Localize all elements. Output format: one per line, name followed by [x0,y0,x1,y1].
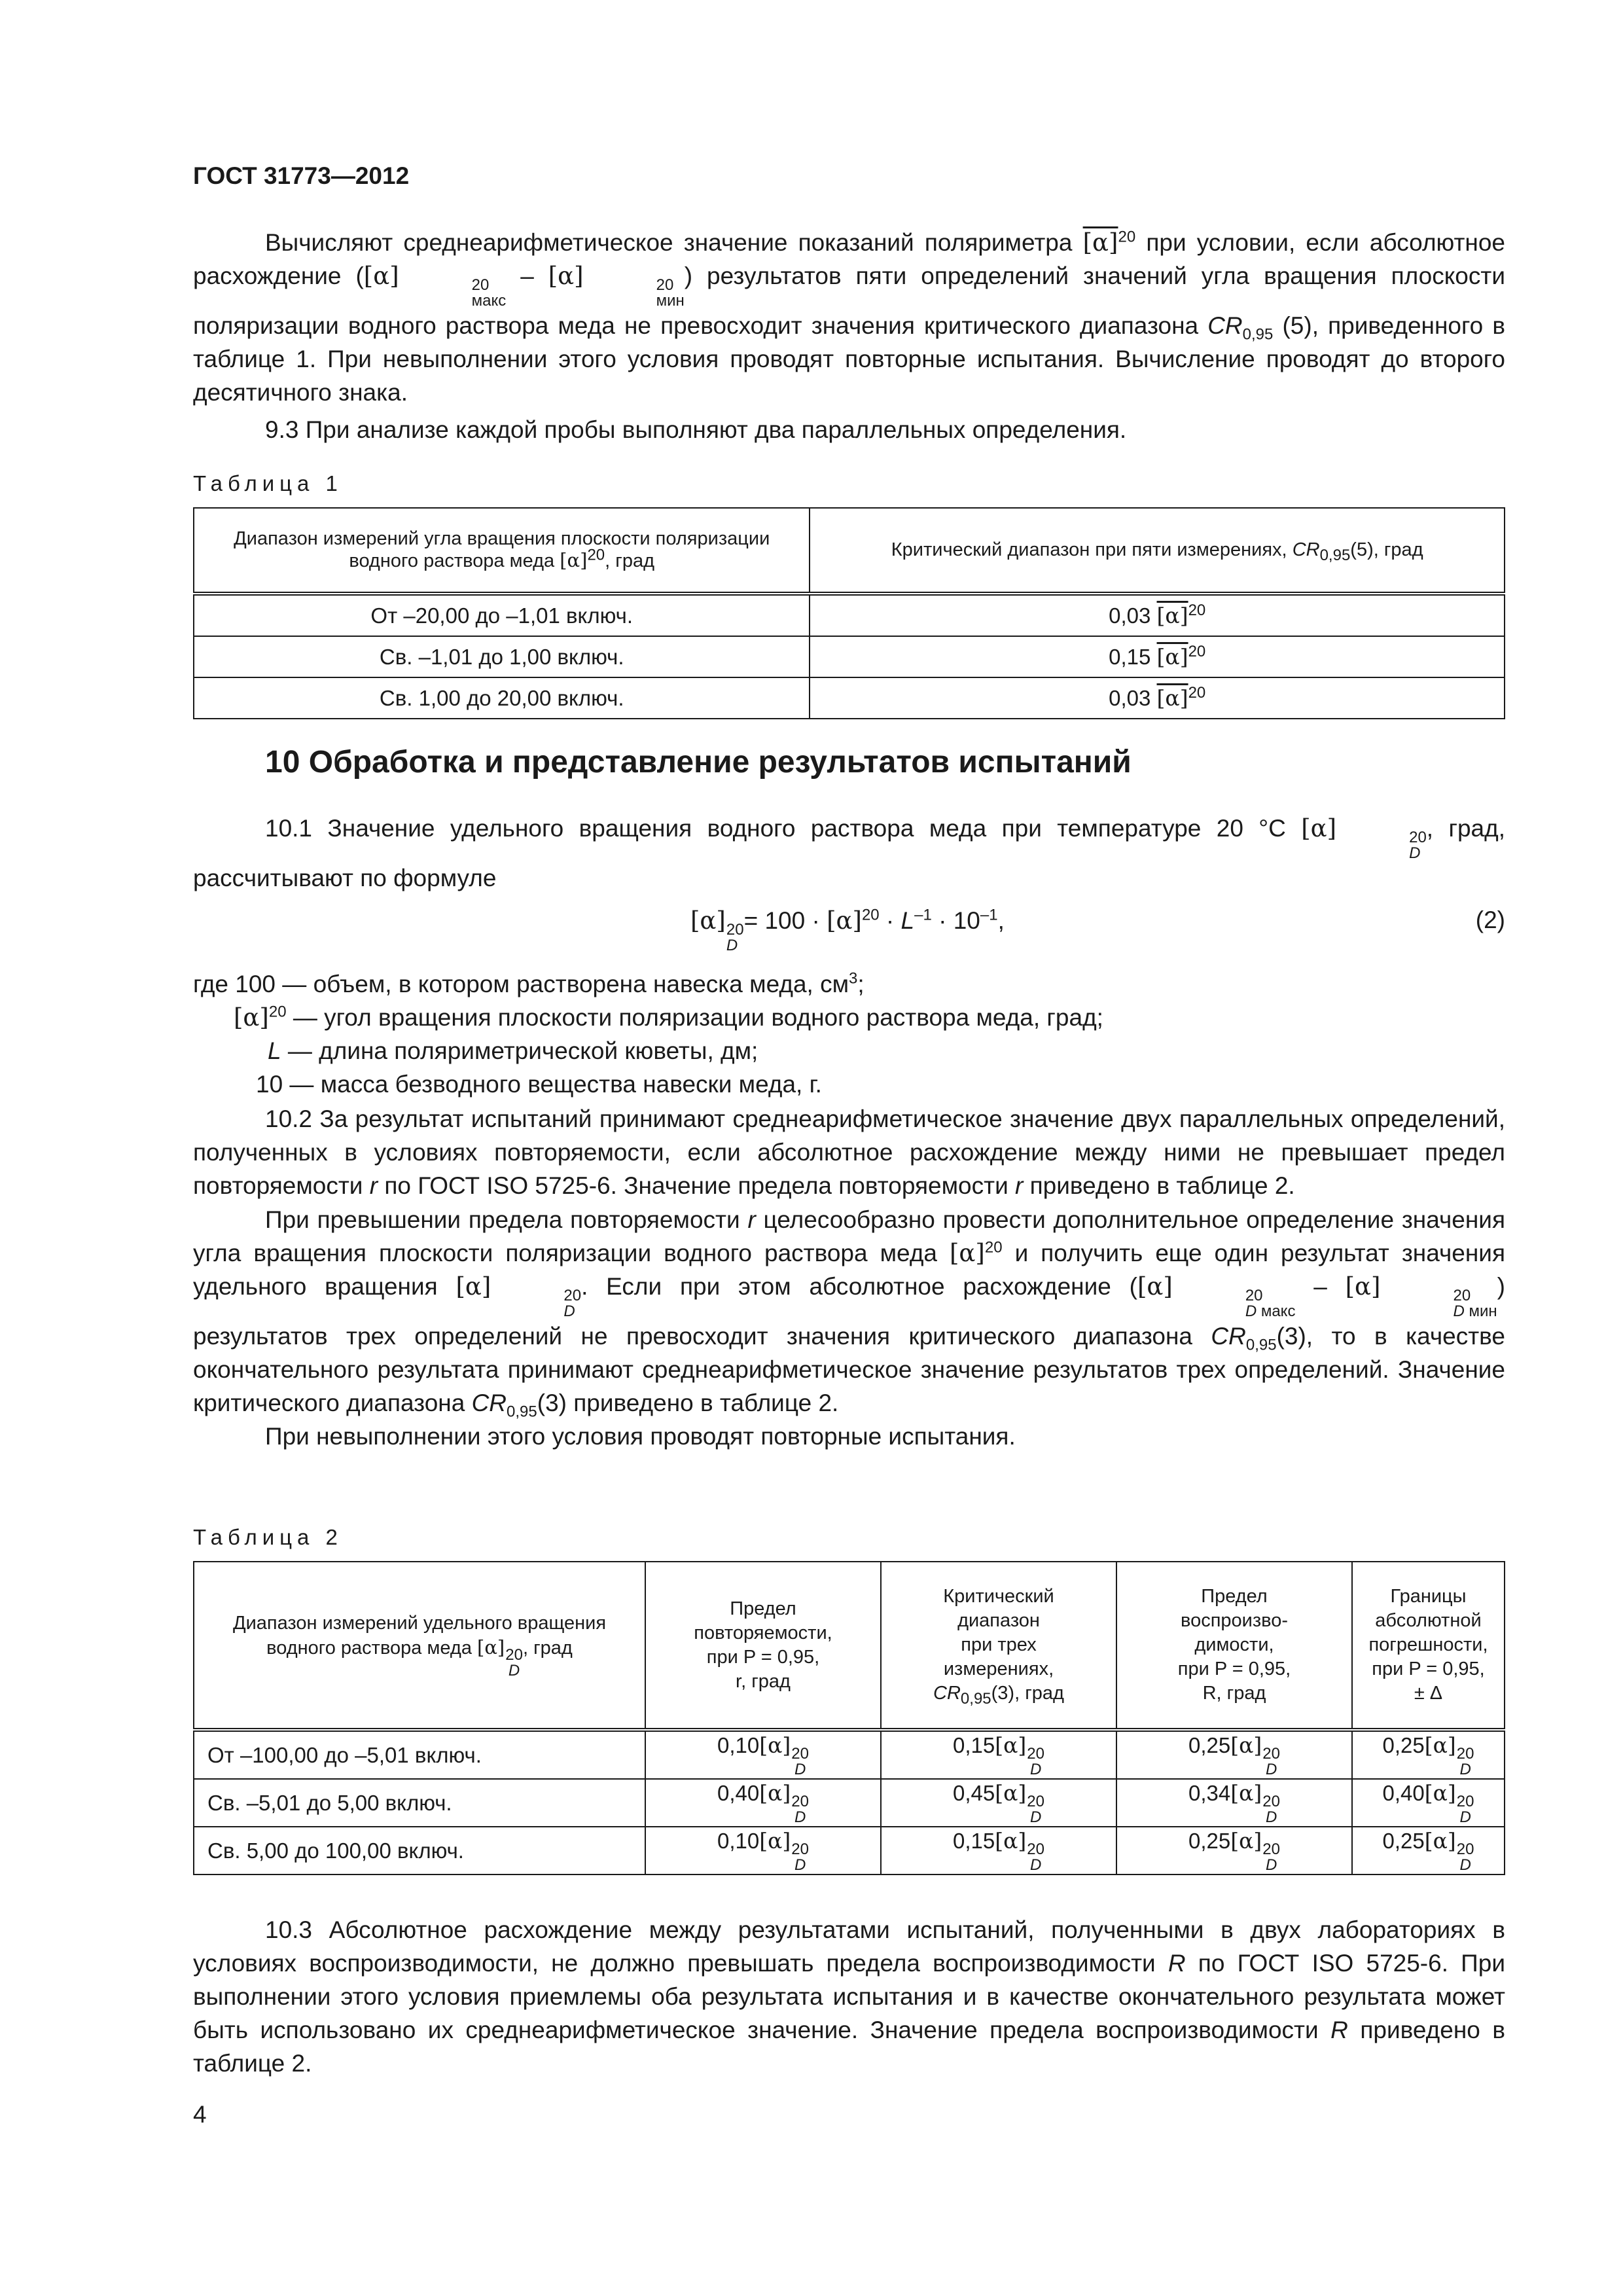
where-line-2: $[\alpha]^{20}$ — угол вращения плоскости поляризации водного раствора меда, град; [234,1003,1103,1031]
table2-col-range: Диапазон измерений удельного вращения водного раствора меда [α] 20 D , град [194,1562,645,1730]
table2-caption: Таблица 2 [193,1525,343,1549]
table-2 [193,1561,1505,1875]
clause-9-3: 9.3 При анализе каждой пробы выполняют два параллельных определения. [265,416,1127,443]
table-row: Св. 5,00 до 100,00 включ. 0,10[α] 20 D 0,15[α] 20 D 0,25[α] 20 D 0,25[α] 20 D [194,1827,1505,1874]
table2-header-row [194,1562,1505,1730]
where-line-4: 10 — масса безводного вещества навески меда, г. [256,1071,822,1098]
intro-block [193,226,1505,446]
table2-col-reproducibility: Предел воспроизво- димости, при P = 0,95, R, град [1116,1562,1352,1730]
table-row: Св. –5,01 до 5,00 включ. 0,40[α] 20 D 0,45[α] 20 D 0,34[α] 20 D 0,40[α] 20 D [194,1779,1505,1827]
table1-header-row [194,508,1505,594]
clause-10-3: 10.3 Абсолютное расхождение между результатами испытаний, полученными в двух лабораториях в условиях воспроизводимости, не должно превышать предела воспроизводимости R по ГОСТ ISO 5725-6. При выполнении этого условия приемлемы оба результата испытания и в качестве окончательного результата может быть использовано их среднеарифметическое значение. Значение предела воспроизводимости R приведено в таблице 2. [193,1916,1506,2077]
table2-col-critical-range: Критический диапазон при трех измерениях, $CR_{0,95}(3)$, град [881,1562,1116,1730]
clause-10-2: 10.2 За результат испытаний принимают среднеарифметическое значение двух параллельных определений, полученных в условиях повторяемости, если абсолютное расхождение между ними не превышает предел повторяемости r по ГОСТ ISO 5725-6. Значение предела повторяемости r приведено в таблице 2. [193,1105,1505,1199]
table1-col-critical: Критический диапазон при пяти измерениях, $CR_{0,95}(5)$, град [810,508,1505,594]
formula-number: (2) [1475,906,1505,933]
where-line-3: L — длина поляриметрической кюветы, дм; [268,1037,758,1064]
clause-10-2-continued: При превышении предела повторяемости r целесообразно провести дополнительное определение значения угла вращения плоскости поляризации водного раствора меда $[\alpha]^{20}$ и получить еще один результат значения удельного вращения [α] 20 D . Если при этом абсолютное расхождение ([α] 20 D макс – [α] 20 D мин ) результатов трех определений не превосходит значения критического диапазона $CR_{0,95}(3)$, то в качестве окончательного результата принимают среднеарифметическое значение результатов трех определений. Значение критического диапазона $CR_{0,95}(3)$ приведено в таблице 2. [193,1206,1505,1421]
page-number: 4 [193,2101,207,2128]
clause-10-1: 10.1 Значение удельного вращения водного раствора меда при температуре 20 °С [α] 20 D , град, рассчитывают по формуле [193,814,1505,891]
alpha-bar-symbol: [α] [1082,228,1118,257]
clause-10-2-note: При невыполнении этого условия проводят повторные испытания. [265,1423,1016,1450]
table-1 [193,507,1505,719]
document-code-header: ГОСТ 31773—2012 [193,162,410,189]
table1-col-range: Диапазон измерений угла вращения плоскости поляризации водного раствора меда $[\alpha]^{20}$, град [194,508,810,594]
table-row: От –20,00 до –1,01 включ. 0,03 $[\alpha]^{20}$ [194,594,1505,636]
table2-col-error-bounds: Границы абсолютной погрешности, при P = 0,95, ± Δ [1352,1562,1505,1730]
formula-2: [α] 20 D = $100 \cdot [\alpha]^{20} \cdot L^{-1} \cdot 10^{-1}$, [690,906,1005,954]
section-10-title: 10 Обработка и представление результатов испытаний [265,745,1132,780]
table2-col-repeatability: Предел повторяемости, при P = 0,95, r, град [645,1562,881,1730]
table1-caption: Таблица 1 [193,471,343,495]
where-line-1: где 100 — объем, в котором растворена навеска меда, $см^3$; [193,969,865,997]
intro-paragraph: Вычисляют среднеарифметическое значение показаний поляриметра $[\alpha]^{20}$ при условии, если абсолютное расхождение ([α] 20 макс – [α] 20 мин ) результатов пяти определений значений угла вращения плоскости поляризации водного раствора меда не превосходит значения критического диапазона $CR_{0,95}$ (5), приведенного в таблице 1. При невыполнении этого условия проводят повторные испытания. Вычисление проводят до второго десятичного знака. [193,228,1505,406]
table-row: Св. –1,01 до 1,00 включ. 0,15 $[\alpha]^{20}$ [194,636,1505,677]
table-row: Св. 1,00 до 20,00 включ. 0,03 $[\alpha]^{20}$ [194,677,1505,719]
table-row: От –100,00 до –5,01 включ. 0,10[α] 20 D 0,15[α] 20 D 0,25[α] 20 D 0,25[α] 20 D [194,1730,1505,1779]
clause-10-2-block [193,1102,1505,1453]
